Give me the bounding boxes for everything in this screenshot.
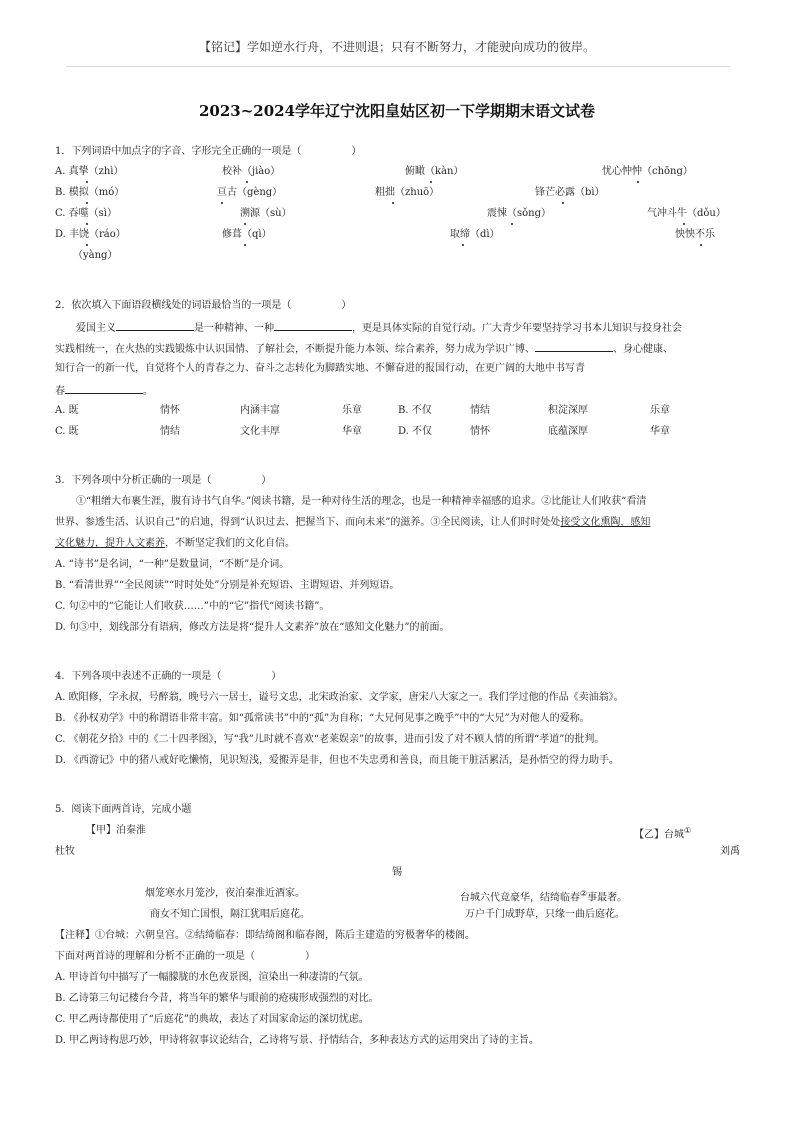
emphasis-dot — [562, 202, 564, 204]
q2-passage-line-3: 知行合一的新一代，自觉将个人的青春之力、奋斗之志转化为脚踏实地、不懈奋进的报国行动，在更广阔的大地中书写青 — [55, 363, 585, 374]
poem-jia-author: 杜牧 — [55, 846, 75, 857]
q3-passage-line-3: 文化魅力，提升人文素养，不断坚定我们的文化自信。 — [55, 538, 295, 549]
q2-option-d[interactable]: D. 不仅 — [398, 426, 433, 437]
q2-option-a-2: 情怀 — [160, 405, 180, 416]
q1-option-d-1[interactable]: D. 丰饶（ráo） — [55, 229, 126, 240]
answer-blank[interactable] — [65, 383, 143, 394]
poem-yi-author-wrap: 锡 — [392, 867, 402, 878]
q1-option-c-4: 气冲斗牛（dǒu） — [647, 208, 726, 219]
q1-option-d-wrap: （yàng） — [73, 250, 118, 261]
q2-option-c-3: 文化丰厚 — [240, 426, 280, 437]
q2-option-a[interactable]: A. 既 — [55, 405, 79, 416]
q1-option-a-1[interactable]: A. 真挚（zhì） — [55, 166, 124, 177]
q2-passage-line-2: 实践相统一，在火热的实践锻炼中认识国情、了解社会，不断提升能力本领、综合素养，努力成为学识广博、 、身心健康、 — [55, 341, 673, 357]
q5-option-a[interactable]: A. 甲诗首句中描写了一幅朦胧的水色夜景图，渲染出一种凄清的气氛。 — [55, 972, 369, 983]
emphasis-dot — [86, 202, 88, 204]
emphasis-dot — [511, 223, 513, 225]
q3-option-d[interactable]: D. 句③中，划线部分有语病，修改方法是将“提升人文素养”放在“感知文化魅力”的前面。 — [55, 622, 450, 633]
q1-option-a-3: 俯瞰（kàn） — [405, 166, 464, 177]
poem-notes: 【注释】①台城：六朝皇宫。②结绮临春：即结绮阁和临春阁，陈后主建造的穷极奢华的楼阁。 — [55, 930, 475, 941]
q3-passage-line-2: 世界、参透生活、认识自己”的启迪，得到“认识过去、把握当下、而向未来”的滋养。③全民阅读，让人们时时处处接受文化熏陶，感知 — [55, 517, 651, 528]
emphasis-dot — [700, 244, 702, 246]
q5-stem: 5．阅读下面两首诗，完成小题 — [55, 804, 192, 815]
q5-option-c[interactable]: C. 甲乙两诗都使用了“后庭花”的典故，表达了对国家命运的深切忧虑。 — [55, 1014, 369, 1025]
q1-option-b-3: 粗拙（zhuō） — [375, 187, 440, 198]
q4-stem: 4．下列各项中表述不正确的一项是（ ） — [55, 671, 282, 682]
emphasis-dot — [392, 202, 394, 204]
q1-option-c-3: 震悚（sǒng） — [487, 208, 551, 219]
q2-option-c[interactable]: C. 既 — [55, 426, 79, 437]
q2-option-a-3: 内涵丰富 — [240, 405, 280, 416]
q1-option-a-2: 校补（jiào） — [222, 166, 281, 177]
q1-option-a-4: 忧心忡忡（chōng） — [602, 166, 693, 177]
q2-passage-line-1: 爱国主义 是一种精神、一种 ，更是具体实际的自觉行动。广大青少年要坚持学习书本儿知识与投身社会 — [76, 320, 682, 336]
q1-option-d-3: 取缔（dì） — [450, 229, 500, 240]
answer-blank[interactable] — [116, 320, 194, 331]
page-title: 2023~2024学年辽宁沈阳皇姑区初一下学期期末语文试卷 — [198, 102, 596, 120]
q1-option-d-2: 修葺（qì） — [222, 229, 272, 240]
poem-yi-title: 【乙】台城① — [634, 826, 692, 841]
emphasis-dot — [244, 223, 246, 225]
q2-stem: 2．依次填入下面语段横线处的词语最恰当的一项是（ ） — [55, 300, 352, 311]
q1-stem: 1．下列词语中加点字的字音、字形完全正确的一项是（ ） — [55, 146, 362, 157]
q5-option-d[interactable]: D. 甲乙两诗构思巧妙，甲诗将叙事议论结合，乙诗将写景、抒情结合，多种表达方式的运用突出了诗的主旨。 — [55, 1035, 540, 1046]
q1-option-b-1[interactable]: B. 模拟（mó） — [55, 187, 125, 198]
q4-option-a[interactable]: A. 欧阳修，字永叔，号醉翁，晚号六一居士，谥号文忠，北宋政治家、文学家，唐宋八大家之一。我们学过他的作品《卖油翁》。 — [55, 692, 624, 703]
emphasis-dot — [244, 244, 246, 246]
q2-option-b-2: 情结 — [470, 405, 490, 416]
q2-option-b[interactable]: B. 不仅 — [398, 405, 432, 416]
poem-yi-author: 刘禹 — [720, 846, 740, 857]
q2-option-d-2: 情怀 — [470, 426, 490, 437]
poem-yi-line-1: 台城六代竞豪华，结绮临春②事最奢。 — [460, 889, 628, 904]
q2-passage-line-4: 春 。 — [55, 383, 153, 399]
q4-option-d[interactable]: D. 《西游记》中的猪八戒好吃懒惰，见识短浅，爱搬弄是非，但也不失忠勇和善良，而且能干脏活累活，是孙悟空的得力助手。 — [55, 755, 620, 766]
q3-option-a[interactable]: A. “诗书”是名词，“一种”是数量词，“不断”是介词。 — [55, 559, 290, 570]
q1-option-b-2: 亘古（gèng） — [217, 187, 283, 198]
emphasis-dot — [86, 244, 88, 246]
emphasis-dot — [86, 223, 88, 225]
q1-option-c-2: 溯源（sù） — [240, 208, 292, 219]
q2-option-a-4: 乐章 — [342, 405, 362, 416]
poem-jia-line-1: 烟笼寒水月笼沙，夜泊秦淮近酒家。 — [145, 888, 305, 899]
poem-jia-title: 【甲】泊秦淮 — [86, 825, 146, 836]
q3-passage-line-1: ①“粗缯大布裹生涯，腹有诗书气自华。”阅读书籍，是一种对待生活的理念，也是一种精神幸福感的追求。②比能让人们收获“看清 — [76, 496, 647, 507]
emphasis-dot — [86, 181, 88, 183]
emphasis-dot — [246, 181, 248, 183]
emphasis-dot — [462, 244, 464, 246]
q5-sub-stem: 下面对两首诗的理解和分析不正确的一项是（ ） — [55, 951, 315, 962]
q2-option-c-4: 华章 — [342, 426, 362, 437]
q3-option-b[interactable]: B. “看清世界”“全民阅读”“时时处处”分别是补充短语、主谓短语、并列短语。 — [55, 580, 400, 591]
emphasis-dot — [430, 181, 432, 183]
answer-blank[interactable] — [535, 341, 613, 352]
q2-option-b-4: 乐章 — [650, 405, 670, 416]
emphasis-dot — [683, 223, 685, 225]
q1-option-b-4: 锋芒必露（bì） — [535, 187, 605, 198]
motto-header: 【铭记】学如逆水行舟，不进则退；只有不断努力，才能驶向成功的彼岸。 — [198, 40, 595, 54]
q4-option-b[interactable]: B. 《孙权劝学》中的称谓语非常丰富。如“孤常读书”中的“孤”为自称；“大兄何见事之晚乎”中的“大兄”为对他人的爱称。 — [55, 713, 590, 724]
q1-option-c-1[interactable]: C. 吞噬（sì） — [55, 208, 117, 219]
header-divider — [66, 66, 730, 67]
poem-jia-line-2: 商女不知亡国恨，隔江犹唱后庭花。 — [150, 909, 310, 920]
q1-option-d-4: 怏怏不乐 — [675, 229, 715, 240]
q2-option-b-3: 积淀深厚 — [548, 405, 588, 416]
q3-stem: 3．下列各项中分析正确的一项是（ ） — [55, 475, 272, 486]
answer-blank[interactable] — [274, 320, 352, 331]
q2-option-c-2: 情结 — [160, 426, 180, 437]
q2-option-d-4: 华章 — [650, 426, 670, 437]
emphasis-dot — [637, 181, 639, 183]
poem-yi-line-2: 万户千门成野草，只缘一曲后庭花。 — [465, 909, 625, 920]
q4-option-c[interactable]: C. 《朝花夕拾》中的《二十四孝图》，写“我”儿时就不喜欢“老莱娱亲”的故事，进而引发了对不顾人情的所谓“孝道”的批判。 — [55, 734, 605, 745]
emphasis-dot — [221, 202, 223, 204]
q5-option-b[interactable]: B. 乙诗第三句记楼台今昔，将当年的繁华与眼前的疮痍形成强烈的对比。 — [55, 993, 379, 1004]
q2-option-d-3: 底蕴深厚 — [548, 426, 588, 437]
q3-option-c[interactable]: C. 句②中的“它能让人们收获……”中的“它”指代“阅读书籍”。 — [55, 601, 330, 612]
